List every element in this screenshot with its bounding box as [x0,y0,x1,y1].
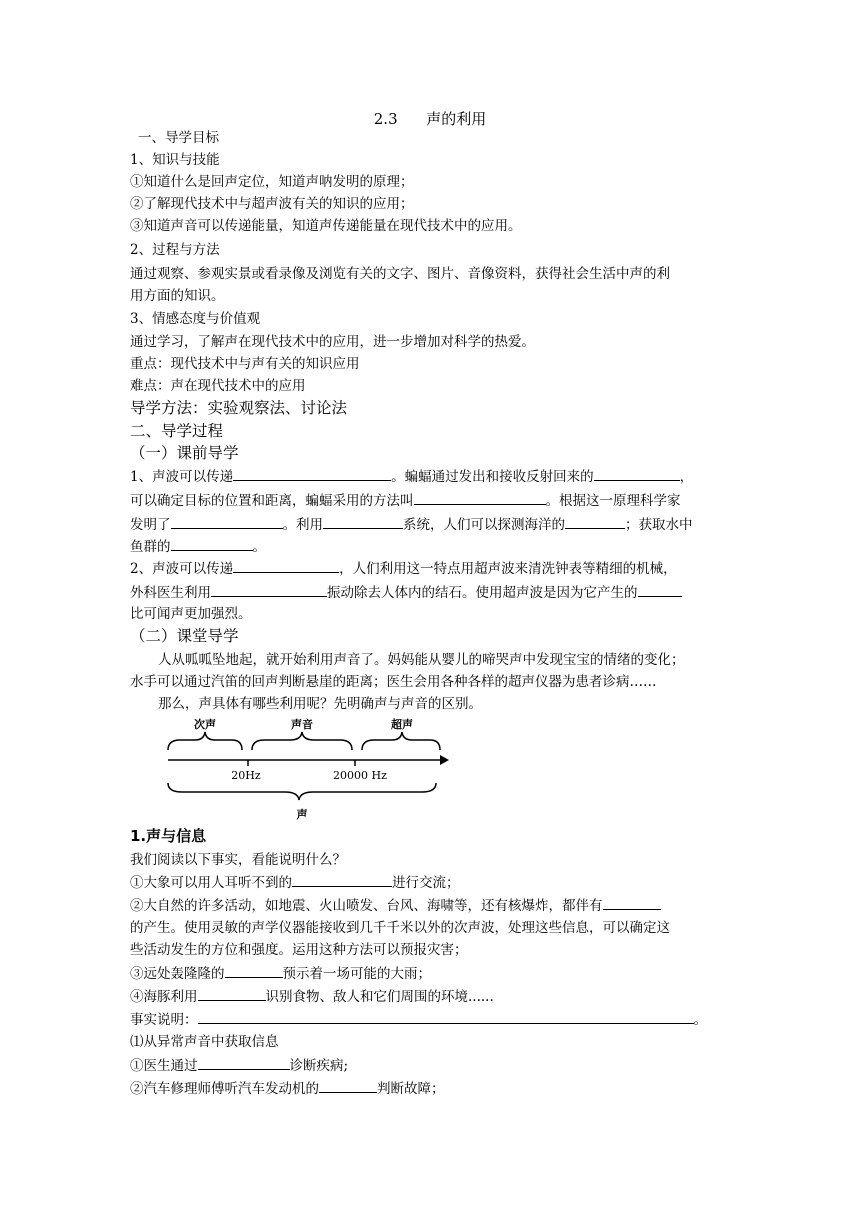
question-line: 可以确定目标的位置和距离，蝙蝠采用的方法叫 。根据这一原理科学家 [130,490,681,511]
answer-blank[interactable] [565,514,625,529]
fact-line: 些活动发生的方位和强度。运用这种方法可以预报灾害； [130,942,468,958]
answer-blank[interactable] [292,872,392,887]
goal-item: ②了解现代技术中与超声波有关的知识的应用； [130,196,414,212]
paragraph-line: 通过学习，了解声在现代技术中的应用，进一步增加对科学的热爱。 [130,334,535,350]
label-20000hz: 20000 Hz [333,769,387,782]
answer-blank[interactable] [171,514,283,529]
paragraph-line: 用方面的知识。 [130,288,225,304]
page-title: 2.3 声的利用 [373,110,487,128]
method-line: 导学方法：实验观察法、讨论法 [130,399,348,417]
label-all-sound: 声 [296,808,308,821]
label-ultrasound: 超声 [391,718,413,731]
answer-blank[interactable] [414,490,546,505]
fact-line: ④海豚利用 识别食物、敌人和它们周围的环境...... [130,986,494,1007]
subheading-knowledge: 1、知识与技能 [130,152,220,168]
question-line: 比可闻声更加强烈。 [130,606,252,622]
frequency-diagram [160,710,460,830]
answer-blank[interactable] [198,1055,290,1070]
answer-blank[interactable] [319,1078,377,1093]
brace-all-sound [168,783,436,800]
label-infrasound: 次声 [194,718,216,731]
question-line: 外科医生利用 振动除去人体内的结石。使用超声波是因为它产生的 [130,582,682,603]
question-line: 发明了 。利用 系统，人们可以探测海洋的 ；获取水中 [130,514,693,535]
answer-blank[interactable] [323,514,403,529]
fact-line: ②汽车修理师傅听汽车发动机的 判断故障； [130,1078,445,1099]
brace-ultrasound [362,732,440,750]
question-line: 鱼群的 。 [130,536,266,557]
brace-audible [252,732,352,750]
section-heading-goals: 一、导学目标 [138,130,219,146]
fact-line: ①医生通过 诊断疾病; [130,1055,348,1076]
answer-blank[interactable] [233,466,391,481]
in-class-heading: （二）课堂导学 [130,627,239,645]
brace-infrasound [168,732,242,750]
paragraph-line: 人从呱呱坠地起，就开始利用声音了。妈妈能从婴儿的啼哭声中发现宝宝的情绪的变化； [158,652,685,668]
label-audible: 声音 [291,718,313,731]
subheading-process: 2、过程与方法 [130,242,220,258]
answer-blank[interactable] [198,986,266,1001]
section-heading-process: 二、导学过程 [130,422,224,440]
axis-arrow-icon [440,755,449,765]
answer-blank[interactable] [198,1009,694,1024]
answer-blank[interactable] [225,963,283,978]
answer-blank[interactable] [233,558,339,573]
pre-class-heading: （一）课前导学 [130,444,239,462]
paragraph-line: 我们阅读以下事实，看能说明什么？ [130,852,346,868]
label-20hz: 20Hz [231,769,261,782]
fact-line: 的产生。使用灵敏的声学仪器能接收到几千千米以外的次声波，处理这些信息，可以确定这 [130,920,670,936]
answer-blank[interactable] [171,536,253,551]
answer-blank[interactable] [638,582,682,597]
answer-blank[interactable] [211,582,327,597]
question-line: 2、声波可以传递 ，人们利用这一特点用超声波来清洗钟表等精细的机械， [130,558,677,579]
paragraph-line: 通过观察、参观实景或看录像及浏览有关的文字、图片、音像资料，获得社会生活中声的利 [130,266,670,282]
goal-item: ③知道声音可以传递能量，知道声传递能量在现代技术中的应用。 [130,218,522,234]
subheading-attitude: 3、情感态度与价值观 [130,311,261,327]
question-line: 1、声波可以传递 。蝙蝠通过发出和接收反射回来的 ， [130,466,693,487]
subheading-abnormal-sound: ⑴从异常声音中获取信息 [130,1034,279,1050]
fact-summary-line: 事实说明： 。 [130,1009,707,1030]
difficult-point: 难点：声在现代技术中的应用 [130,378,306,394]
goal-item: ①知道什么是回声定位，知道声呐发明的原理； [130,174,414,190]
paragraph-line: 水手可以通过汽笛的回声判断悬崖的距离；医生会用各种各样的超声仪器为患者诊病…… [130,674,657,690]
answer-blank[interactable] [594,466,680,481]
section-heading-info: 1.声与信息 [130,827,207,845]
fact-line: ③远处轰隆隆的 预示着一场可能的大雨； [130,963,431,984]
fact-line: ②大自然的许多活动，如地震、火山喷发、台风、海啸等，还有核爆炸，都伴有 [130,895,661,916]
answer-blank[interactable] [603,895,661,910]
key-point: 重点：现代技术中与声有关的知识应用 [130,356,360,372]
fact-line: ①大象可以用人耳听不到的 进行交流； [130,872,460,893]
paragraph-line: 那么，声具体有哪些利用呢？先明确声与声音的区别。 [158,696,482,712]
